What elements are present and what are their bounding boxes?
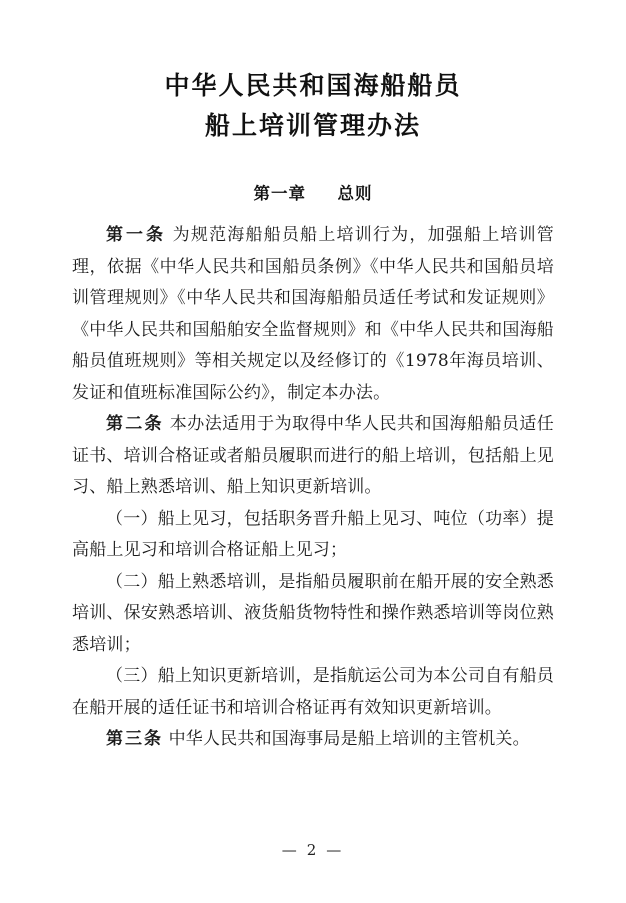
paragraph-item-2 xyxy=(72,567,554,662)
article-label-2: 第二条 xyxy=(106,414,164,434)
article-label-1: 第一条 xyxy=(106,225,167,245)
paragraph-item-3 xyxy=(72,661,554,724)
paragraph-article-3 xyxy=(72,724,554,756)
dash-left: — xyxy=(281,841,300,859)
chapter-heading xyxy=(72,180,554,204)
chapter-name: 总则 xyxy=(337,184,373,203)
page-footer xyxy=(0,840,626,859)
document-page xyxy=(0,66,626,903)
item-text-3: （三）船上知识更新培训，是指航运公司为本公司自有船员在船开展的适任证书和培训合格证再有效知识更新培训。 xyxy=(72,666,554,718)
article-text-3: 中华人民共和国海事局是船上培训的主管机关。 xyxy=(168,729,530,749)
title-line-1: 中华人民共和国海船船员 xyxy=(164,71,462,100)
item-text-1: （一）船上见习，包括职务晋升船上见习、吨位（功率）提高船上见习和培训合格证船上见习； xyxy=(72,508,554,560)
paragraph-item-1 xyxy=(72,504,554,567)
chapter-number: 第一章 xyxy=(253,184,306,203)
document-body xyxy=(72,220,554,756)
dash-right: — xyxy=(326,841,345,859)
article-text-2: 本办法适用于为取得中华人民共和国海船船员适任证书、培训合格证或者船员履职而进行的船上培训，包括船上见习、船上熟悉培训、船上知识更新培训。 xyxy=(72,414,555,497)
title-line-2: 船上培训管理办法 xyxy=(204,111,421,140)
paragraph-article-2 xyxy=(72,409,554,504)
article-label-3: 第三条 xyxy=(106,729,163,749)
page-number xyxy=(275,841,352,859)
page-number-value: 2 xyxy=(306,841,320,859)
document-title xyxy=(72,66,554,146)
item-text-2: （二）船上熟悉培训，是指船员履职前在船开展的安全熟悉培训、保安熟悉培训、液货船货物特性和操作熟悉培训等岗位熟悉培训； xyxy=(72,571,554,655)
article-text-1: 为规范海船船员船上培训行为，加强船上培训管理，依据《中华人民共和国船员条例》《中华人民共和国船员培训管理规则》《中华人民共和国海船船员适任考试和发证规则》《中华人民共和国船舶安全监督规则》和《中华人民共和国海船船员值班规则》等相关规定以及经修订的《1978年海员培训、发证和值班标准国际公约》，制定本办法。 xyxy=(72,225,555,403)
paragraph-article-1 xyxy=(72,220,554,409)
